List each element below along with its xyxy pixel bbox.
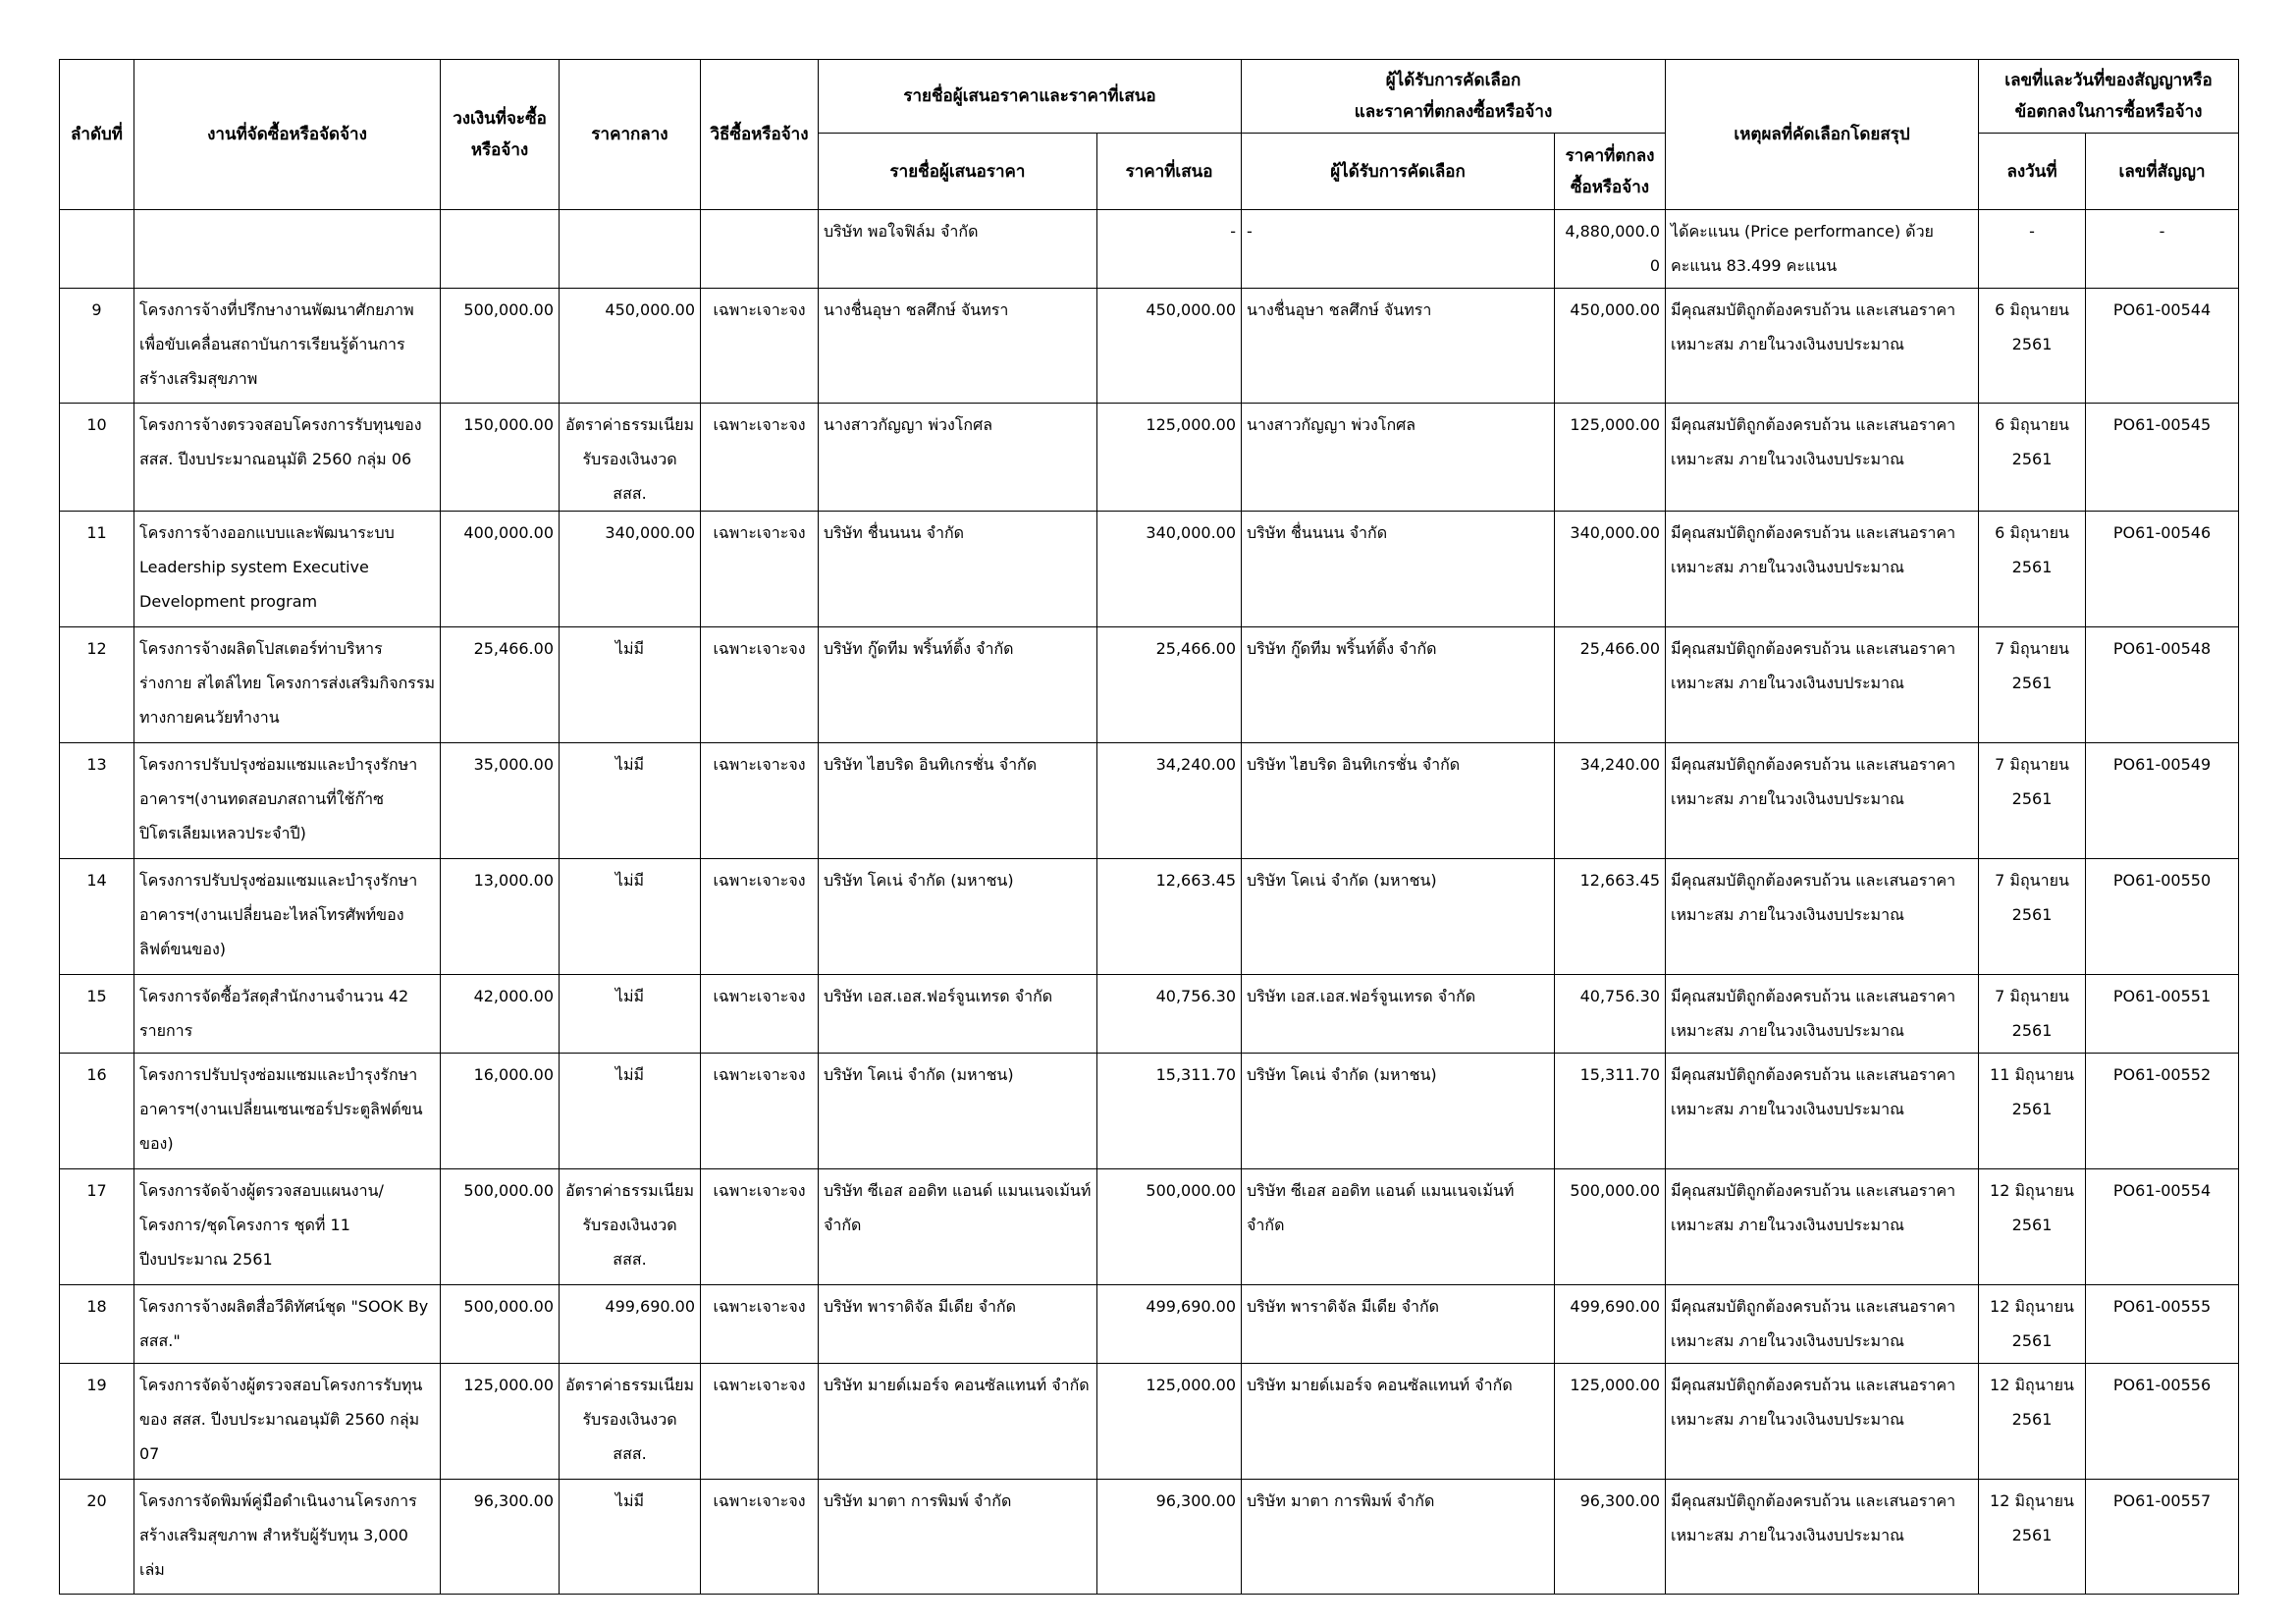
row-bid: 125,000.00	[1097, 404, 1242, 512]
row-budget: 96,300.00	[441, 1480, 560, 1595]
table-body	[60, 210, 2239, 1595]
table-row	[60, 1054, 2239, 1169]
row-median: ไม่มี	[560, 1480, 701, 1595]
row-median	[560, 210, 701, 289]
row-median: ไม่มี	[560, 1054, 701, 1169]
row-date: 11 มิถุนายน 2561	[1979, 1054, 2086, 1169]
row-budget: 13,000.00	[441, 859, 560, 975]
procurement-table	[59, 59, 2239, 1595]
header-method: วิธีซื้อหรือจ้าง	[701, 60, 819, 210]
row-bidder: บริษัท มายด์เมอร์จ คอนซัลแทนท์ จำกัด	[819, 1364, 1097, 1480]
header-bid-price: ราคาที่เสนอ	[1097, 134, 1242, 210]
header-contract-no: เลขที่สัญญา	[2086, 134, 2239, 210]
row-bidder: บริษัท ชื่นนนน จำกัด	[819, 512, 1097, 627]
row-bid: 500,000.00	[1097, 1169, 1242, 1285]
table-row	[60, 1364, 2239, 1480]
row-reason: มีคุณสมบัติถูกต้องครบถ้วน และเสนอราคาเหมาะสม ภายในวงเงินงบประมาณ	[1666, 1054, 1979, 1169]
row-bidder: บริษัท กู๊ดทีม พริ้นท์ติ้ง จำกัด	[819, 627, 1097, 743]
header-selected-name: ผู้ได้รับการคัดเลือก	[1242, 134, 1555, 210]
table-row	[60, 1169, 2239, 1285]
row-date: 7 มิถุนายน 2561	[1979, 859, 2086, 975]
row-work: โครงการจ้างที่ปรึกษางานพัฒนาศักยภาพเพื่อขับเคลื่อนสถาบันการเรียนรู้ด้านการสร้างเสริมสุขภาพ	[134, 289, 441, 404]
row-no: 9	[60, 289, 134, 404]
row-work: โครงการจัดพิมพ์คู่มือดำเนินงานโครงการสร้างเสริมสุขภาพ สำหรับผู้รับทุน 3,000 เล่ม	[134, 1480, 441, 1595]
row-median: ไม่มี	[560, 859, 701, 975]
row-agreed: 96,300.00	[1555, 1480, 1666, 1595]
row-agreed: 12,663.45	[1555, 859, 1666, 975]
row-budget: 16,000.00	[441, 1054, 560, 1169]
row-method: เฉพาะเจาะจง	[701, 743, 819, 859]
row-work: โครงการจัดจ้างผู้ตรวจสอบแผนงาน/โครงการ/ชุดโครงการ ชุดที่ 11 ปีงบประมาณ 2561	[134, 1169, 441, 1285]
table-row	[60, 210, 2239, 289]
header-budget-line2: หรือจ้าง	[470, 140, 529, 160]
row-work: โครงการปรับปรุงซ่อมแซมและบำรุงรักษาอาคารฯ(งานทดสอบภสถานที่ใช้ก๊าซปิโตรเลียมเหลวประจำปี)	[134, 743, 441, 859]
row-budget: 25,466.00	[441, 627, 560, 743]
row-work: โครงการจ้างออกแบบและพัฒนาระบบ Leadership system Executive Development program	[134, 512, 441, 627]
row-winner: บริษัท ชื่นนนน จำกัด	[1242, 512, 1555, 627]
row-no: 10	[60, 404, 134, 512]
row-bidder: นางสาวกัญญา พ่วงโกศล	[819, 404, 1097, 512]
row-bid: 499,690.00	[1097, 1285, 1242, 1364]
row-method: เฉพาะเจาะจง	[701, 975, 819, 1054]
row-bid: 34,240.00	[1097, 743, 1242, 859]
row-winner: บริษัท กู๊ดทีม พริ้นท์ติ้ง จำกัด	[1242, 627, 1555, 743]
header-contract-date: ลงวันที่	[1979, 134, 2086, 210]
row-work: โครงการปรับปรุงซ่อมแซมและบำรุงรักษาอาคารฯ(งานเปลี่ยนอะไหล่โทรศัพท์ของลิฟต์ขนของ)	[134, 859, 441, 975]
row-no: 20	[60, 1480, 134, 1595]
row-contract: PO61-00551	[2086, 975, 2239, 1054]
row-date: 7 มิถุนายน 2561	[1979, 975, 2086, 1054]
table-row	[60, 627, 2239, 743]
row-date: 7 มิถุนายน 2561	[1979, 627, 2086, 743]
row-method: เฉพาะเจาะจง	[701, 1364, 819, 1480]
row-agreed: 450,000.00	[1555, 289, 1666, 404]
row-bid: 450,000.00	[1097, 289, 1242, 404]
row-contract: PO61-00550	[2086, 859, 2239, 975]
row-no: 12	[60, 627, 134, 743]
row-reason: มีคุณสมบัติถูกต้องครบถ้วน และเสนอราคาเหมาะสม ภายในวงเงินงบประมาณ	[1666, 1285, 1979, 1364]
table-row	[60, 743, 2239, 859]
row-bid: 340,000.00	[1097, 512, 1242, 627]
row-date: 12 มิถุนายน 2561	[1979, 1364, 2086, 1480]
header-selected-group	[1242, 60, 1666, 134]
row-bidder: บริษัท โคเน่ จำกัด (มหาชน)	[819, 1054, 1097, 1169]
header-agreed-line2: ซื้อหรือจ้าง	[1570, 177, 1650, 197]
row-bidder: บริษัท มาตา การพิมพ์ จำกัด	[819, 1480, 1097, 1595]
table-row	[60, 1480, 2239, 1595]
row-agreed: 25,466.00	[1555, 627, 1666, 743]
header-contract-line2: ข้อตกลงในการซื้อหรือจ้าง	[2014, 102, 2203, 122]
row-contract: PO61-00548	[2086, 627, 2239, 743]
row-median: อัตราค่าธรรมเนียมรับรองเงินงวด สสส.	[560, 404, 701, 512]
row-reason: มีคุณสมบัติถูกต้องครบถ้วน และเสนอราคาเหมาะสม ภายในวงเงินงบประมาณ	[1666, 627, 1979, 743]
row-date: 6 มิถุนายน 2561	[1979, 404, 2086, 512]
row-contract: PO61-00549	[2086, 743, 2239, 859]
row-method: เฉพาะเจาะจง	[701, 1169, 819, 1285]
row-date: 6 มิถุนายน 2561	[1979, 512, 2086, 627]
row-budget: 125,000.00	[441, 1364, 560, 1480]
row-bidder: บริษัท เอส.เอส.ฟอร์จูนเทรด จำกัด	[819, 975, 1097, 1054]
row-median: ไม่มี	[560, 743, 701, 859]
row-date: -	[1979, 210, 2086, 289]
row-work: โครงการจ้างตรวจสอบโครงการรับทุนของ สสส. ปีงบประมาณอนุมัติ 2560 กลุ่ม 06	[134, 404, 441, 512]
row-no: 16	[60, 1054, 134, 1169]
row-median: อัตราค่าธรรมเนียมรับรองเงินงวด สสส.	[560, 1169, 701, 1285]
table-row	[60, 289, 2239, 404]
row-bid: 15,311.70	[1097, 1054, 1242, 1169]
row-winner: บริษัท โคเน่ จำกัด (มหาชน)	[1242, 1054, 1555, 1169]
row-winner: -	[1242, 210, 1555, 289]
row-median: 499,690.00	[560, 1285, 701, 1364]
row-contract: PO61-00552	[2086, 1054, 2239, 1169]
row-no: 14	[60, 859, 134, 975]
header-agreed-price	[1555, 134, 1666, 210]
row-no: 11	[60, 512, 134, 627]
row-reason: มีคุณสมบัติถูกต้องครบถ้วน และเสนอราคาเหมาะสม ภายในวงเงินงบประมาณ	[1666, 289, 1979, 404]
row-budget: 400,000.00	[441, 512, 560, 627]
row-method: เฉพาะเจาะจง	[701, 289, 819, 404]
row-agreed: 34,240.00	[1555, 743, 1666, 859]
header-selected-line2: และราคาที่ตกลงซื้อหรือจ้าง	[1354, 102, 1553, 122]
row-median: 340,000.00	[560, 512, 701, 627]
row-contract: PO61-00545	[2086, 404, 2239, 512]
row-median: อัตราค่าธรรมเนียมรับรองเงินงวด สสส.	[560, 1364, 701, 1480]
row-method	[701, 210, 819, 289]
header-agreed-line1: ราคาที่ตกลง	[1565, 145, 1655, 166]
row-agreed: 125,000.00	[1555, 1364, 1666, 1480]
row-no: 18	[60, 1285, 134, 1364]
row-agreed: 40,756.30	[1555, 975, 1666, 1054]
row-bidder: บริษัท ไฮบริด อินทิเกรชั่น จำกัด	[819, 743, 1097, 859]
row-winner: บริษัท ไฮบริด อินทิเกรชั่น จำกัด	[1242, 743, 1555, 859]
header-budget	[441, 60, 560, 210]
row-date: 7 มิถุนายน 2561	[1979, 743, 2086, 859]
row-contract: PO61-00546	[2086, 512, 2239, 627]
row-agreed: 499,690.00	[1555, 1285, 1666, 1364]
row-method: เฉพาะเจาะจง	[701, 1285, 819, 1364]
row-agreed: 340,000.00	[1555, 512, 1666, 627]
row-budget: 500,000.00	[441, 1169, 560, 1285]
row-bidder: บริษัท พาราดิจัล มีเดีย จำกัด	[819, 1285, 1097, 1364]
row-contract: PO61-00557	[2086, 1480, 2239, 1595]
header-selected-line1: ผู้ได้รับการคัดเลือก	[1385, 71, 1522, 90]
row-reason: มีคุณสมบัติถูกต้องครบถ้วน และเสนอราคาเหมาะสม ภายในวงเงินงบประมาณ	[1666, 404, 1979, 512]
row-reason: มีคุณสมบัติถูกต้องครบถ้วน และเสนอราคาเหมาะสม ภายในวงเงินงบประมาณ	[1666, 743, 1979, 859]
row-reason: มีคุณสมบัติถูกต้องครบถ้วน และเสนอราคาเหมาะสม ภายในวงเงินงบประมาณ	[1666, 1364, 1979, 1480]
row-budget	[441, 210, 560, 289]
header-bidders-group: รายชื่อผู้เสนอราคาและราคาที่เสนอ	[819, 60, 1242, 134]
header-bidder-name: รายชื่อผู้เสนอราคา	[819, 134, 1097, 210]
row-method: เฉพาะเจาะจง	[701, 1480, 819, 1595]
row-work: โครงการจ้างผลิตสื่อวีดิทัศน์ชุด "SOOK By สสส."	[134, 1285, 441, 1364]
row-bidder: บริษัท ซีเอส ออดิท แอนด์ แมนเนจเม้นท์ จำกัด	[819, 1169, 1097, 1285]
row-winner: บริษัท เอส.เอส.ฟอร์จูนเทรด จำกัด	[1242, 975, 1555, 1054]
table-row	[60, 512, 2239, 627]
row-bid: 25,466.00	[1097, 627, 1242, 743]
row-date: 12 มิถุนายน 2561	[1979, 1169, 2086, 1285]
row-budget: 500,000.00	[441, 289, 560, 404]
header-contract-line1: เลขที่และวันที่ของสัญญาหรือ	[2004, 71, 2213, 90]
row-no: 17	[60, 1169, 134, 1285]
row-agreed: 125,000.00	[1555, 404, 1666, 512]
row-date: 12 มิถุนายน 2561	[1979, 1285, 2086, 1364]
row-reason: มีคุณสมบัติถูกต้องครบถ้วน และเสนอราคาเหมาะสม ภายในวงเงินงบประมาณ	[1666, 512, 1979, 627]
table-row	[60, 1285, 2239, 1364]
row-work: โครงการปรับปรุงซ่อมแซมและบำรุงรักษาอาคารฯ(งานเปลี่ยนเซนเซอร์ประตูลิฟต์ขนของ)	[134, 1054, 441, 1169]
row-winner: บริษัท มายด์เมอร์จ คอนซัลแทนท์ จำกัด	[1242, 1364, 1555, 1480]
row-contract: PO61-00554	[2086, 1169, 2239, 1285]
row-agreed: 500,000.00	[1555, 1169, 1666, 1285]
row-date: 12 มิถุนายน 2561	[1979, 1480, 2086, 1595]
row-reason: มีคุณสมบัติถูกต้องครบถ้วน และเสนอราคาเหมาะสม ภายในวงเงินงบประมาณ	[1666, 859, 1979, 975]
row-method: เฉพาะเจาะจง	[701, 512, 819, 627]
row-contract: -	[2086, 210, 2239, 289]
header-reason: เหตุผลที่คัดเลือกโดยสรุป	[1666, 60, 1979, 210]
row-winner: บริษัท ซีเอส ออดิท แอนด์ แมนเนจเม้นท์ จำกัด	[1242, 1169, 1555, 1285]
row-method: เฉพาะเจาะจง	[701, 627, 819, 743]
row-method: เฉพาะเจาะจง	[701, 859, 819, 975]
row-method: เฉพาะเจาะจง	[701, 1054, 819, 1169]
table-row	[60, 975, 2239, 1054]
row-reason: มีคุณสมบัติถูกต้องครบถ้วน และเสนอราคาเหมาะสม ภายในวงเงินงบประมาณ	[1666, 975, 1979, 1054]
header-budget-line1: วงเงินที่จะซื้อ	[453, 109, 547, 129]
row-winner: บริษัท พาราดิจัล มีเดีย จำกัด	[1242, 1285, 1555, 1364]
row-winner: นางสาวกัญญา พ่วงโกศล	[1242, 404, 1555, 512]
row-bid: 40,756.30	[1097, 975, 1242, 1054]
row-agreed: 4,880,000.00	[1555, 210, 1666, 289]
row-median: ไม่มี	[560, 627, 701, 743]
table-row	[60, 404, 2239, 512]
row-no: 13	[60, 743, 134, 859]
row-no: 15	[60, 975, 134, 1054]
row-contract: PO61-00544	[2086, 289, 2239, 404]
header-work: งานที่จัดซื้อหรือจัดจ้าง	[134, 60, 441, 210]
row-median: ไม่มี	[560, 975, 701, 1054]
row-reason: มีคุณสมบัติถูกต้องครบถ้วน และเสนอราคาเหมาะสม ภายในวงเงินงบประมาณ	[1666, 1480, 1979, 1595]
row-agreed: 15,311.70	[1555, 1054, 1666, 1169]
row-bid: 12,663.45	[1097, 859, 1242, 975]
header-contract-group	[1979, 60, 2239, 134]
row-work: โครงการจัดจ้างผู้ตรวจสอบโครงการรับทุนของ สสส. ปีงบประมาณอนุมัติ 2560 กลุ่ม 07	[134, 1364, 441, 1480]
row-work: โครงการจ้างผลิตโปสเตอร์ท่าบริหารร่างกาย สไตล์ไทย โครงการส่งเสริมกิจกรรมทางกายคนวัยทำงาน	[134, 627, 441, 743]
row-budget: 500,000.00	[441, 1285, 560, 1364]
row-bidder: บริษัท โคเน่ จำกัด (มหาชน)	[819, 859, 1097, 975]
row-winner: นางชื่นอุษา ชลศึกษ์ จันทรา	[1242, 289, 1555, 404]
row-reason: ได้คะแนน (Price performance) ด้วย คะแนน 83.499 คะแนน	[1666, 210, 1979, 289]
table-row	[60, 859, 2239, 975]
row-bidder: บริษัท พอใจฟิล์ม จำกัด	[819, 210, 1097, 289]
row-bidder: นางชื่นอุษา ชลศึกษ์ จันทรา	[819, 289, 1097, 404]
row-reason: มีคุณสมบัติถูกต้องครบถ้วน และเสนอราคาเหมาะสม ภายในวงเงินงบประมาณ	[1666, 1169, 1979, 1285]
row-no: 19	[60, 1364, 134, 1480]
row-budget: 150,000.00	[441, 404, 560, 512]
row-budget: 42,000.00	[441, 975, 560, 1054]
row-winner: บริษัท โคเน่ จำกัด (มหาชน)	[1242, 859, 1555, 975]
header-median: ราคากลาง	[560, 60, 701, 210]
row-no	[60, 210, 134, 289]
row-budget: 35,000.00	[441, 743, 560, 859]
row-bid: -	[1097, 210, 1242, 289]
row-date: 6 มิถุนายน 2561	[1979, 289, 2086, 404]
row-winner: บริษัท มาตา การพิมพ์ จำกัด	[1242, 1480, 1555, 1595]
row-contract: PO61-00556	[2086, 1364, 2239, 1480]
row-contract: PO61-00555	[2086, 1285, 2239, 1364]
row-work: โครงการจัดซื้อวัสดุสำนักงานจำนวน 42 รายการ	[134, 975, 441, 1054]
row-method: เฉพาะเจาะจง	[701, 404, 819, 512]
row-work	[134, 210, 441, 289]
row-median: 450,000.00	[560, 289, 701, 404]
row-bid: 125,000.00	[1097, 1364, 1242, 1480]
header-no: ลำดับที่	[60, 60, 134, 210]
row-bid: 96,300.00	[1097, 1480, 1242, 1595]
